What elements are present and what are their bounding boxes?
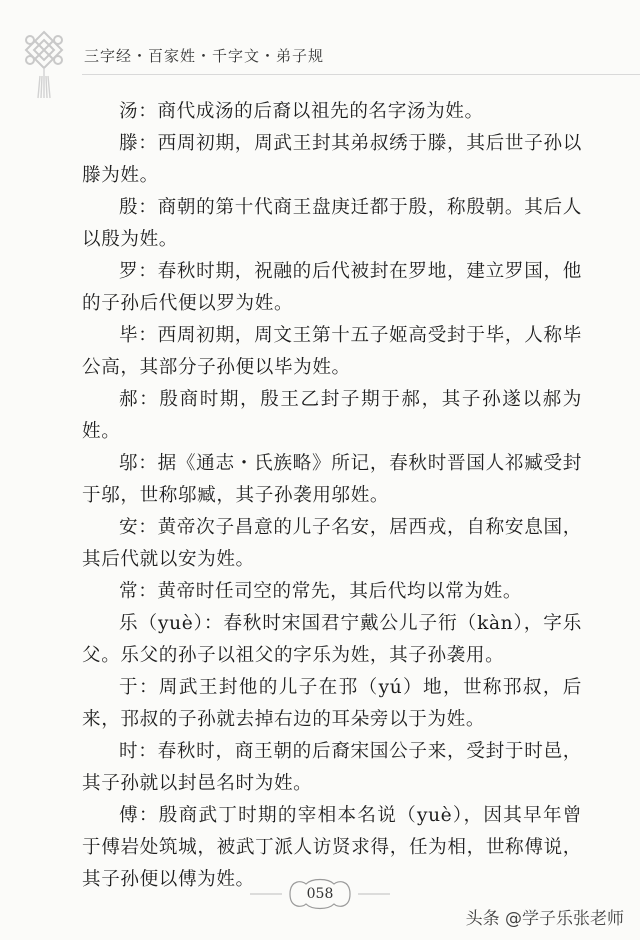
page-number: 058 [306, 886, 334, 902]
surname-entry-luo: 罗：春秋时期，祝融的后代被封在罗地，建立罗国，他的子孙后代便以罗为姓。 [82, 261, 582, 314]
surname-entry-shi: 时：春秋时，商王朝的后裔宋国公子来，受封于时邑，其子孙就以封邑名时为姓。 [82, 741, 582, 794]
surname-entry-hao: 郝：殷商时期，殷王乙封子期于郝，其子孙遂以郝为姓。 [82, 389, 582, 442]
surname-entry-wu: 邬：据《通志・氏族略》所记，春秋时晋国人祁臧受封于邬，世称邬臧，其子孙袭用邬姓。 [82, 453, 582, 506]
page-footer [0, 874, 640, 940]
surname-entry-tang: 汤：商代成汤的后裔以祖先的名字汤为姓。 [119, 101, 484, 122]
surname-entry-fu: 傅：殷商武丁时期的宰相本名说（yuè），因其早年曾于傅岩处筑城，被武丁派人访贤求得，任为相，世称傅说，其子孙便以傅为姓。 [82, 805, 582, 890]
chinese-knot-icon [22, 30, 66, 100]
surname-entry-teng: 滕：西周初期，周武王封其弟叔绣于滕，其后世子孙以滕为姓。 [82, 133, 582, 186]
surname-entry-yu: 于：周武王封他的儿子在邘（yú）地，世称邘叔，后来，邘叔的子孙就去掉右边的耳朵旁以于为姓。 [82, 677, 582, 730]
header-divider [82, 74, 640, 75]
page-body [82, 96, 582, 896]
surname-entry-an: 安：黄帝次子昌意的儿子名安，居西戎，自称安息国，其后代就以安为姓。 [82, 517, 582, 570]
surname-entry-bi: 毕：西周初期，周文王第十五子姬高受封于毕，人称毕公高，其部分子孙便以毕为姓。 [82, 325, 582, 378]
surname-entry-yue: 乐（yuè）：春秋时宋国君宁戴公儿子衎（kàn），字乐父。乐父的孙子以祖父的字乐为姓，其子孙袭用。 [82, 613, 582, 666]
page-header [0, 0, 640, 100]
source-watermark: 头条 @学子乐张老师 [465, 909, 624, 929]
surname-entry-yin: 殷：商朝的第十代商王盘庚迁都于殷，称殷朝。其后人以殷为姓。 [82, 197, 582, 250]
book-series-title: 三字经・百家姓・千字文・弟子规 [84, 47, 325, 65]
surname-entry-chang: 常：黄帝时任司空的常先，其后代均以常为姓。 [119, 581, 523, 602]
